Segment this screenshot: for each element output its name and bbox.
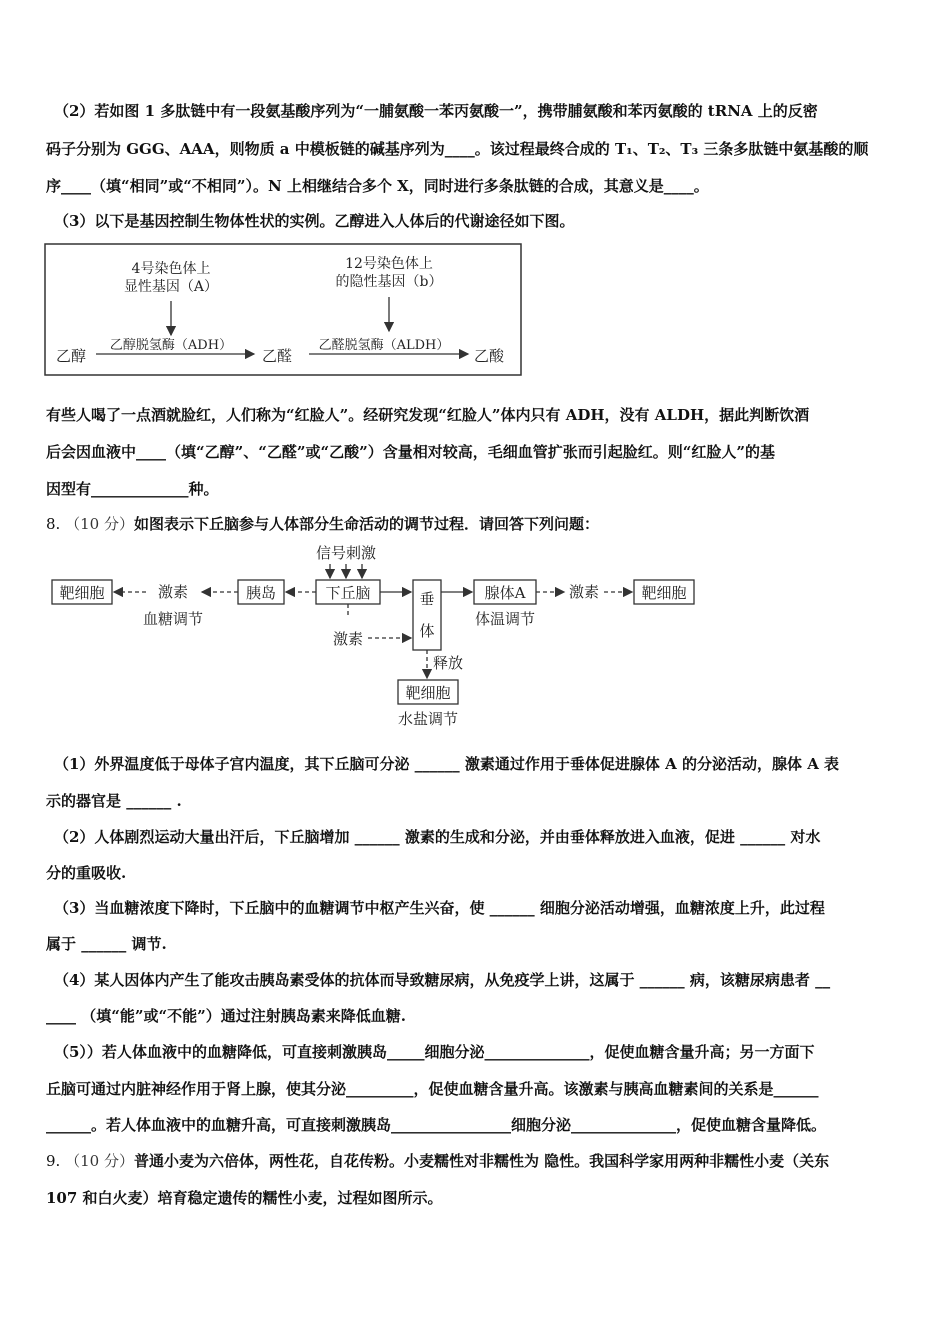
pituitary-label-2: 体: [419, 622, 435, 640]
q9-stem: [46, 1151, 908, 1171]
target-cell-right-label: 靶细胞: [641, 584, 687, 602]
islet-label: 胰岛: [245, 584, 277, 602]
hormone-left-label: 激素: [157, 583, 189, 601]
q8-sub5-line3: ______。若人体血液中的血糖升高，可直接刺激胰岛________________细胞分泌______________，促使血糖含量降低。: [46, 1116, 827, 1134]
hypothalamus-label: 下丘脑: [325, 584, 371, 602]
alcohol-metabolism-diagram: [44, 243, 524, 377]
q9-stem-text: 普通小麦为六倍体，两性花，自花传粉。小麦糯性对非糯性为 隐性。我国科学家用两种非糯性小麦（关东: [133, 1152, 830, 1170]
aldh-label: 乙醛脱氢酶（ALDH）: [318, 338, 450, 353]
q9-score: （10 分）: [65, 1152, 134, 1170]
q8-sub3-line2: 属于 ______ 调节.: [46, 935, 167, 953]
q8-score: （10 分）: [65, 515, 134, 533]
signal-stimulus-label: 信号刺激: [315, 544, 377, 562]
q8-sub5-line1: （5））若人体血液中的血糖降低，可直接刺激胰岛_____细胞分泌______________，促使血糖含量升高；另一方面下: [54, 1043, 815, 1061]
adh-label: 乙醇脱氢酶（ADH）: [109, 338, 233, 353]
body-temp-regulation-label: 体温调节: [474, 610, 536, 628]
q9-number: 9.: [46, 1152, 61, 1170]
q8-stem: [46, 514, 908, 534]
ethanol-label: 乙醇: [56, 347, 87, 365]
q8-sub2-line1: （2）人体剧烈运动大量出汗后，下丘脑增加 ______ 激素的生成和分泌，并由垂体释放进入血液，促进 ______ 对水: [54, 828, 821, 846]
q7-part2-line2: 码子分别为 GGG、AAA，则物质 a 中模板链的碱基序列为____。该过程最终合成的 T₁、T₂、T₃ 三条多肽链中氨基酸的顺: [46, 140, 869, 158]
gene-a-label-1: 4号染色体上: [131, 261, 211, 277]
release-label: 释放: [433, 654, 464, 672]
gene-a-label-2: 显性基因（A）: [123, 279, 219, 295]
q7-after-line2: 后会因血液中____（填“乙醇”、“乙醛”或“乙酸”）含量相对较高，毛细血管扩张而引起脸红。则“红脸人”的基: [46, 443, 776, 461]
hormone-mid-label: 激素: [332, 630, 364, 648]
q8-sub3-line1: （3）当血糖浓度下降时，下丘脑中的血糖调节中枢产生兴奋，使 ______ 细胞分泌活动增强，血糖浓度上升，此过程: [54, 899, 825, 917]
hormone-right-label: 激素: [568, 583, 600, 601]
target-cell-bottom-label: 靶细胞: [405, 684, 451, 702]
blood-sugar-regulation-label: 血糖调节: [142, 610, 204, 628]
q7-after-line1: 有些人喝了一点酒就脸红，人们称为“红脸人”。经研究发现“红脸人”体内只有 ADH，没有 ALDH，据此判断饮酒: [46, 406, 810, 424]
q7-part2-line3: 序____（填“相同”或“不相同”）。N 上相继结合多个 X，同时进行多条肽链的合成，其意义是____。: [46, 177, 709, 195]
target-cell-left-label: 靶细胞: [59, 584, 105, 602]
q8-sub4-line1: （4）某人因体内产生了能攻击胰岛素受体的抗体而导致糖尿病，从免疫学上讲，这属于 ______ 病，该糖尿病患者 __: [54, 971, 831, 989]
pituitary-label-1: 垂: [419, 590, 435, 608]
gland-a-label: 腺体A: [484, 584, 526, 602]
gene-b-label-2: 的隐性基因（b）: [335, 274, 443, 290]
q8-number: 8.: [46, 515, 61, 533]
q7-after-line3: 因型有_____________种。: [46, 480, 219, 498]
q8-sub4-line2: ____ （填“能”或“不能”）通过注射胰岛素来降低血糖.: [46, 1007, 406, 1025]
q9-stem-line2: 107 和白火麦）培育稳定遗传的糯性小麦，过程如图所示。: [46, 1189, 443, 1207]
q7-part2-line1: （2）若如图 1 多肽链中有一段氨基酸序列为“一脯氨酸一苯丙氨酸一”，携带脯氨酸和苯丙氨酸的 tRNA 上的反密: [54, 102, 818, 120]
q8-stem-text: 如图表示下丘脑参与人体部分生命活动的调节过程．请回答下列问题：: [133, 515, 599, 533]
acetic-acid-label: 乙酸: [474, 347, 505, 365]
q8-sub5-line2: 丘脑可通过内脏神经作用于肾上腺，使其分泌_________，促使血糖含量升高。该激素与胰高血糖素间的关系是______: [46, 1080, 819, 1098]
q8-sub2-line2: 分的重吸收.: [46, 864, 127, 882]
q8-sub1-line2: 示的器官是 ______ .: [46, 792, 182, 810]
q7-part3-line1: （3）以下是基因控制生物体性状的实例。乙醇进入人体后的代谢途径如下图。: [54, 212, 575, 230]
hypothalamus-regulation-diagram: [46, 538, 716, 730]
acetaldehyde-label: 乙醛: [262, 347, 293, 365]
water-salt-regulation-label: 水盐调节: [397, 710, 459, 728]
q8-sub1-line1: （1）外界温度低于母体子宫内温度，其下丘脑可分泌 ______ 激素通过作用于垂体促进腺体 A 的分泌活动，腺体 A 表: [54, 755, 840, 773]
gene-b-label-1: 12号染色体上: [345, 256, 433, 272]
